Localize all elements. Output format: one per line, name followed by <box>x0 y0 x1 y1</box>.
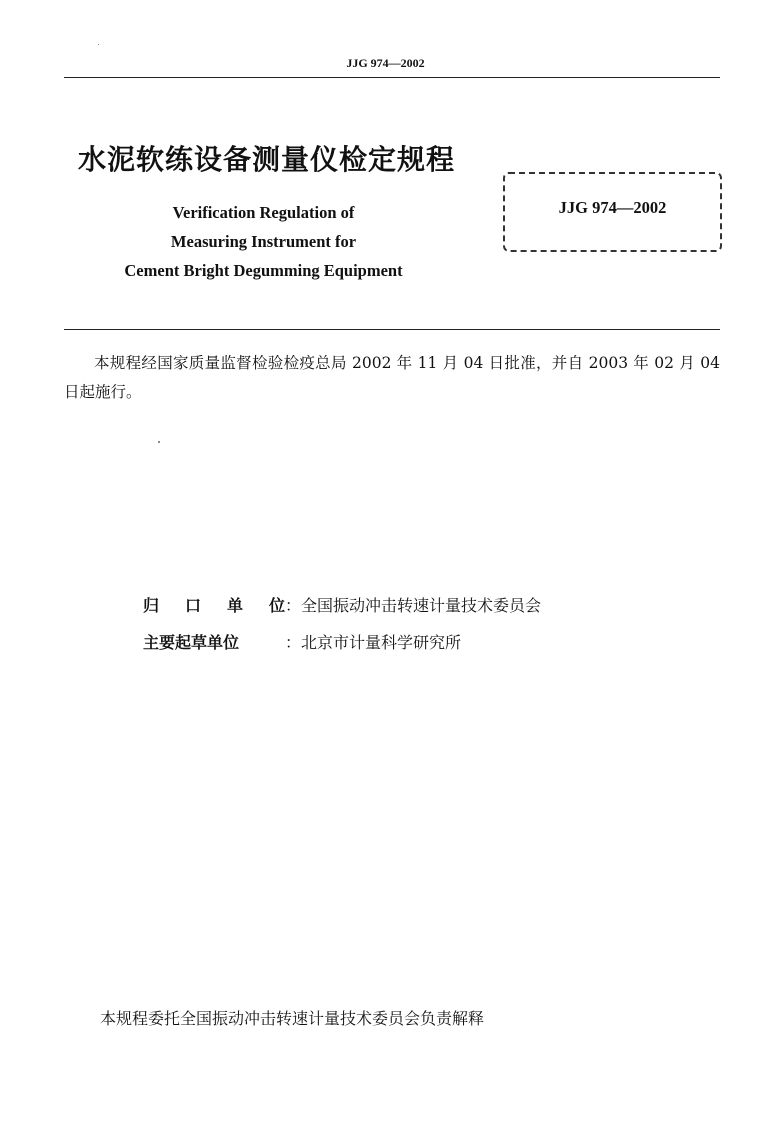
title-chinese: 水泥软练设备测量仪检定规程 <box>78 143 456 176</box>
scan-speck <box>98 44 99 45</box>
responsible-unit-value: 全国振动冲击转速计量技术委员会 <box>301 596 542 615</box>
header-rule <box>64 77 720 78</box>
drafting-unit-label: 主要起草单位 <box>143 633 240 652</box>
header-code: JJG 974—2002 <box>346 56 425 70</box>
responsible-unit-label: 归 口 单 位 <box>143 596 285 615</box>
title-english-line-3: Cement Bright Degumming Equipment <box>124 261 403 280</box>
code-stamp-text: JJG 974—2002 <box>558 198 667 217</box>
drafting-unit-colon: ： <box>285 633 302 652</box>
title-divider <box>64 329 720 330</box>
title-english-line-1: Verification Regulation of <box>172 203 355 222</box>
drafting-unit-value: 北京市计量科学研究所 <box>301 633 462 652</box>
title-english-line-2: Measuring Instrument for <box>170 232 357 251</box>
title-english <box>86 198 441 285</box>
responsible-unit-colon: ： <box>285 596 302 615</box>
approval-statement: 本规程经国家质量监督检验检疫总局 2002 年 11 月 04 日批准，并自 2003 年 02 月 04 日起施行。 <box>64 354 720 401</box>
interpretation-note: 本规程委托全国振动冲击转速计量技术委员会负责解释 <box>100 1009 485 1028</box>
scan-speck <box>158 441 160 443</box>
drafting-unit-row <box>143 630 461 653</box>
responsible-unit-row <box>143 593 541 616</box>
